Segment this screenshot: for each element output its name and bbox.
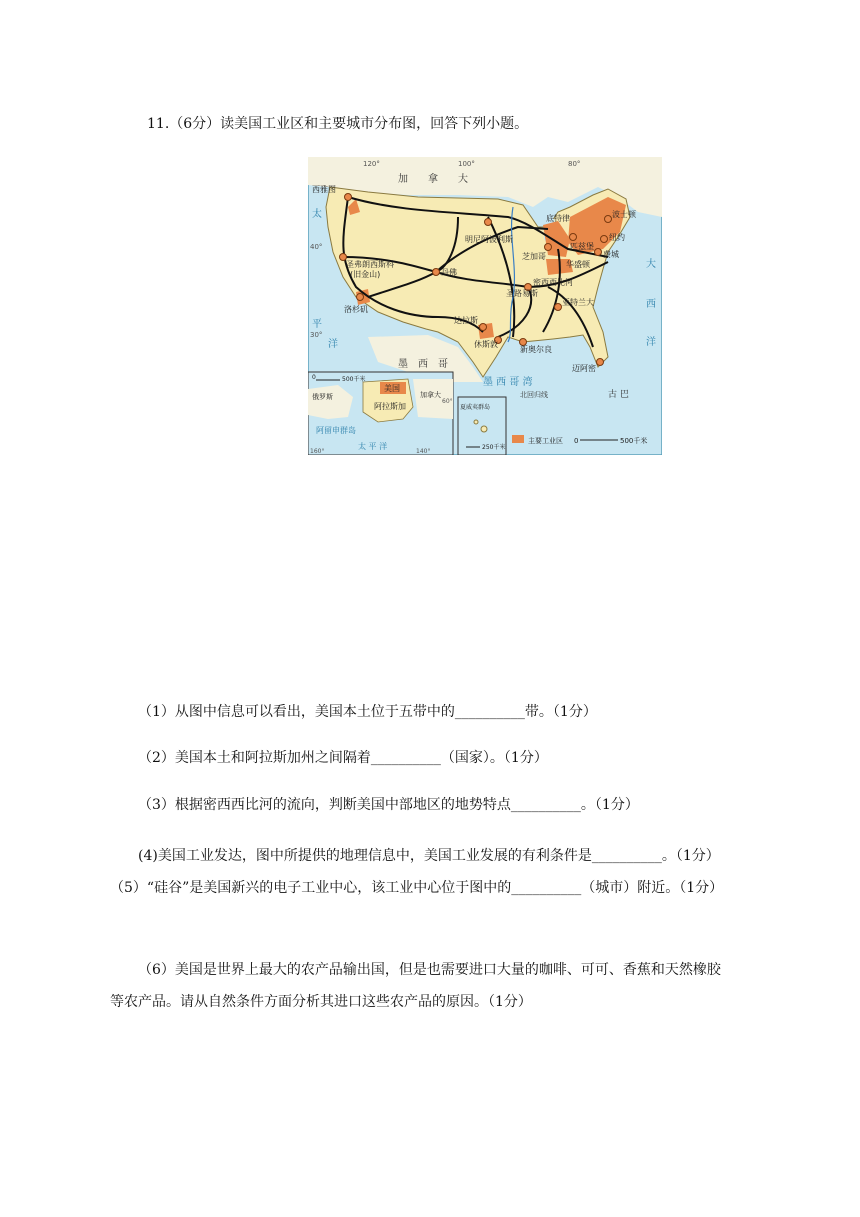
legend-scale-zero: 0 bbox=[574, 437, 579, 445]
inset-scale-2: 250千米 bbox=[482, 444, 506, 451]
label-atlantic-1: 大 bbox=[646, 259, 656, 270]
label-detroit: 底特律 bbox=[546, 214, 570, 223]
legend-industrial-swatch bbox=[512, 435, 524, 443]
city-dot-detroit bbox=[570, 234, 577, 241]
label-pacific-2: 平 bbox=[312, 319, 322, 330]
label-chicago: 芝加哥 bbox=[522, 252, 546, 261]
city-dot-miami bbox=[597, 359, 604, 366]
inset-label-pacific: 太 平 洋 bbox=[358, 442, 388, 451]
label-sanfrancisco: 圣弗朗西斯科 bbox=[346, 260, 394, 269]
inset-label-hawaii: 夏威夷群岛 bbox=[460, 404, 491, 411]
inset-label-alaska: 阿拉斯加 bbox=[374, 402, 406, 411]
label-losangeles: 洛杉矶 bbox=[344, 305, 368, 314]
label-gulf: 墨 西 哥 湾 bbox=[483, 377, 533, 388]
label-mexico: 墨 西 哥 bbox=[398, 359, 448, 370]
label-stlouis: 圣路易斯 bbox=[506, 289, 538, 298]
sub-question-4-5: (4)美国工业发达，图中所提供的地理信息中，美国工业发展的有利条件是__________。（1分）（5）“硅谷”是美国新兴的电子工业中心，该工业中心位于图中的__________（城市）附近。（1分） bbox=[110, 848, 724, 896]
sub-question-2: （2）美国本土和阿拉斯加州之间隔着__________（国家）。（1分） bbox=[138, 750, 548, 766]
inset-grid-160: 160° bbox=[310, 448, 325, 455]
label-tropic: 北回归线 bbox=[520, 391, 548, 399]
inset-grid-140: 140° bbox=[416, 448, 431, 455]
label-houston: 休斯敦 bbox=[474, 340, 498, 349]
label-sanfrancisco-alt: (旧金山) bbox=[350, 270, 381, 279]
label-atlantic-3: 洋 bbox=[646, 337, 656, 348]
label-newyork: 纽约 bbox=[609, 233, 625, 242]
usa-industry-map bbox=[308, 157, 662, 455]
label-philadelphia: 费城 bbox=[603, 250, 619, 259]
label-washington: 华盛顿 bbox=[566, 260, 590, 269]
sub-question-3: （3）根据密西西比河的流向，判断美国中部地区的地势特点__________。（1分） bbox=[138, 797, 639, 813]
inset-grid-60: 60° bbox=[442, 398, 453, 405]
inset-scale-1: 500千米 bbox=[342, 376, 366, 383]
inset-label-russia: 俄罗斯 bbox=[312, 393, 333, 401]
label-seattle: 西雅图 bbox=[312, 185, 336, 194]
label-canada: 加 拿 大 bbox=[398, 174, 468, 185]
inset-label-canada: 加拿大 bbox=[420, 391, 441, 399]
city-dot-chicago bbox=[545, 244, 552, 251]
city-dot-atlanta bbox=[555, 304, 562, 311]
label-pacific-3: 洋 bbox=[328, 339, 338, 350]
city-dot-losangeles bbox=[357, 294, 364, 301]
inset-scale-zero: 0 bbox=[312, 374, 316, 381]
grid-lat40: 40° bbox=[310, 243, 323, 251]
label-atlanta: 亚特兰大 bbox=[562, 298, 594, 307]
legend-scale-label: 500千米 bbox=[620, 437, 648, 445]
label-cuba: 古 巴 bbox=[608, 390, 629, 400]
label-mississippi: 密西西比河 bbox=[533, 278, 573, 287]
city-dot-dallas bbox=[480, 324, 487, 331]
label-dallas: 达拉斯 bbox=[454, 316, 478, 325]
label-denver: 丹佛 bbox=[441, 268, 457, 277]
city-dot-philadelphia bbox=[595, 249, 602, 256]
hawaii-inset bbox=[458, 397, 506, 455]
label-pittsburgh: 匹兹堡 bbox=[570, 242, 594, 251]
grid-lon100: 100° bbox=[458, 160, 475, 168]
city-dot-minneapolis bbox=[485, 219, 492, 226]
city-dot-boston bbox=[605, 216, 612, 223]
sub-question-1: （1）从图中信息可以看出，美国本土位于五带中的__________带。（1分） bbox=[138, 704, 597, 720]
grid-lon120: 120° bbox=[363, 160, 380, 168]
alaska-inset bbox=[308, 372, 453, 455]
question-title: 11.（6分）读美国工业区和主要城市分布图，回答下列小题。 bbox=[147, 116, 529, 132]
city-dot-newyork bbox=[601, 236, 608, 243]
label-atlantic-2: 西 bbox=[646, 299, 656, 310]
label-miami: 迈阿密 bbox=[572, 364, 596, 373]
label-neworleans: 新奥尔良 bbox=[520, 345, 552, 354]
label-minneapolis: 明尼阿波利斯 bbox=[465, 235, 513, 244]
grid-lat30: 30° bbox=[310, 331, 323, 339]
city-dot-denver bbox=[433, 269, 440, 276]
city-dot-seattle bbox=[345, 194, 352, 201]
grid-lon80: 80° bbox=[568, 160, 581, 168]
inset-label-aleutian: 阿留申群岛 bbox=[316, 426, 356, 435]
sub-question-6: （6）美国是世界上最大的农产品输出国，但是也需要进口大量的咖啡、可可、香蕉和天然橡胶等农产品。请从自然条件方面分析其进口这些农产品的原因。（1分） bbox=[110, 962, 721, 1010]
label-boston: 波士顿 bbox=[612, 210, 636, 219]
label-pacific-1: 太 bbox=[312, 209, 322, 220]
inset-label-usa: 美国 bbox=[384, 384, 400, 393]
legend-industrial-label: 主要工业区 bbox=[528, 437, 563, 445]
